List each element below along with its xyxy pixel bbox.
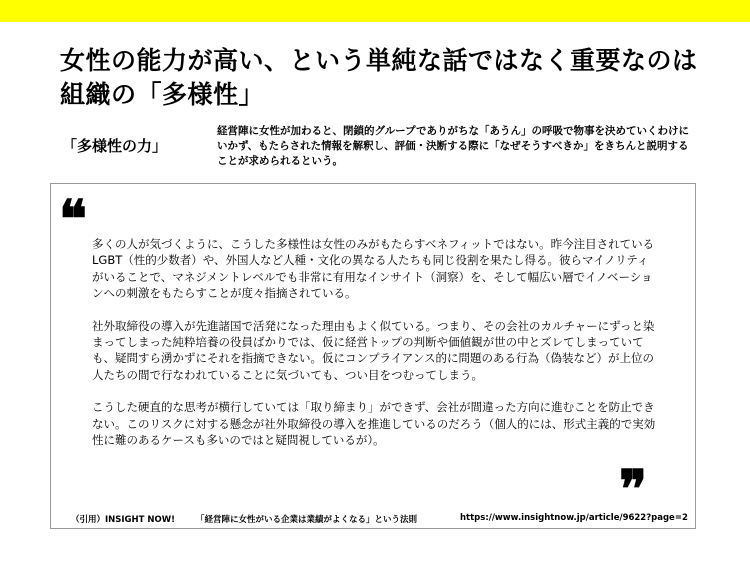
source-label: （引用）INSIGHT NOW! [71, 515, 176, 525]
top-accent-bar [0, 0, 750, 22]
open-quote-icon: ❝ [59, 194, 87, 234]
source-url[interactable]: https://www.insightnow.jp/article/9622?page=2 [460, 513, 688, 523]
section-subtitle: 「多様性の力」 [62, 137, 168, 155]
quote-paragraph: 社外取締役の導入が先進諸国で活発になった理由もよく似ている。つまり、その会社のカルチャーにずっと染まってしまった純粋培養の役員ばかりでは、仮に経営トップの判断や価値観が世の中とズレてしまっていても、疑問すら湧かずにそれを指摘できない。仮にコンプライアンス的に問題のある行為（偽装など）が上位の人たちの間で行なわれていることに気づいても、つい目をつむってしまう。 [92, 318, 655, 382]
article-title: 「経営陣に女性がいる企業は業績がよくなる」という法則 [196, 515, 418, 525]
close-quote-icon: ❞ [619, 464, 647, 504]
quote-paragraph: こうした硬直的な思考が横行していては「取り締まり」ができず、会社が間違った方向に進むことを防止できない。このリスクに対する懸念が社外取締役の導入を推進しているのだろう（個人的には、形式主義的で実効性に難のあるケースも多いのではと疑問視しているが）。 [92, 400, 656, 448]
quote-paragraph: 多くの人が気づくように、こうした多様性は女性のみがもたらすベネフィットではない。昨今注目されているLGBT（性的少数者）や、外国人など人種・文化の異なる人たちも同じ役割を果たし得る。彼らマイノリティがいることで、マネジメントレベルでも非常に有用なインサイト（洞察）を、そして幅広い層でイノベーションへの刺激をもたらすことが度々指摘されている。 [92, 237, 655, 301]
page-title: 女性の能力が高い、という単純な話ではなく重要なのは組織の「多様性」 [60, 46, 698, 109]
quote-body [92, 236, 658, 464]
lead-text: 経営陣に女性が加わると、閉鎖的グループでありがちな「あうん」の呼吸で物事を決めていくわけにいかず、もたらされた情報を解釈し、評価・決断する際に「なぜそうすべきか」をきちんと説明することが求められるという。 [217, 125, 689, 167]
quote-box [50, 183, 696, 529]
